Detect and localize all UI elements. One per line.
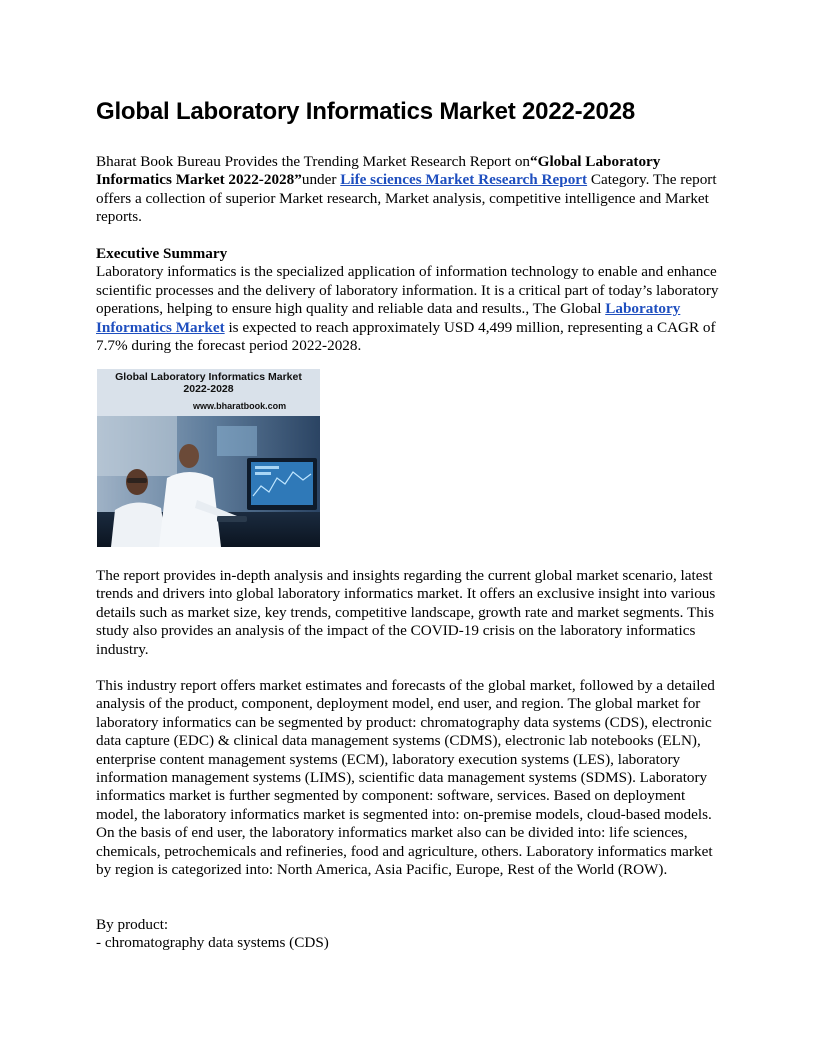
- executive-summary-text: Laboratory informatics is the specialized application of information technology to enable and enhance scientific processes and the delivery of laboratory information. It is a critical part of today’s laboratory operations, helping to ensure high quality and reliable data and results., The Global: [96, 263, 719, 318]
- cover-url: www.bharatbook.com: [193, 401, 287, 411]
- intro-paragraph: [96, 153, 722, 227]
- life-sciences-category-link[interactable]: Life sciences Market Research Report: [340, 171, 588, 189]
- executive-summary-heading: Executive Summary: [96, 245, 228, 262]
- by-product-heading: By product:: [96, 916, 169, 933]
- analysis-paragraph-text: The report provides in-depth analysis and insights regarding the current global market scenario, latest trends and drivers into global laboratory informatics market. It offers an exclusive insight into various details such as market size, key trends, competitive landscape, growth rate and market segments. This study also provides an analysis of the impact of the COVID-19 crisis on the laboratory informatics industry.: [96, 567, 716, 658]
- intro-category-text: Category. The report offers a collection of superior Market research, Market analysis, competitive intelligence and Market reports.: [96, 171, 717, 226]
- cover-title-line2: 2022-2028: [183, 383, 234, 395]
- executive-summary-section: [96, 245, 722, 355]
- segmentation-paragraph: [96, 677, 722, 879]
- by-product-item: - chromatography data systems (CDS): [96, 934, 329, 952]
- executive-summary-forecast-text: is expected to reach approximately USD 4,499 million, representing a CAGR of 7.7% during the forecast period 2022-2028.: [96, 318, 716, 355]
- cover-title: [97, 371, 320, 395]
- intro-under-text: under: [301, 171, 341, 189]
- segmentation-paragraph-text: This industry report offers market estimates and forecasts of the global market, followed by a detailed analysis of the product, component, deployment model, end user, and region. The global market for laboratory informatics can be segmented by product: chromatography data systems (CDS), electronic data capture (EDC) & clinical data management systems (CDMS), electronic lab notebooks (ELN), enterprise content management systems (ECM), laboratory execution systems (LES), laboratory information management systems (LIMS), scientific data management systems (SDMS). Laboratory informatics market is further segmented by component: software, services. Based on deployment model, the laboratory informatics market is segmented into: on-premise models, cloud-based models. On the basis of end user, the laboratory informatics market also can be divided into: life sciences, chemicals, petrochemicals and refineries, food and agriculture, others. Laboratory informatics market by region is categorized into: North America, Asia Pacific, Europe, Rest of the World (ROW).: [96, 677, 715, 879]
- report-title-bold: “Global Laboratory Informatics Market 2022-2028”: [96, 153, 661, 189]
- laboratory-scientists-photo: [97, 416, 320, 547]
- report-cover-image: [97, 369, 320, 547]
- page-title: Global Laboratory Informatics Market 2022-2028: [96, 98, 636, 125]
- laboratory-informatics-market-link[interactable]: Laboratory Informatics Market: [96, 300, 681, 336]
- analysis-paragraph: [96, 567, 722, 659]
- by-product-section: [96, 916, 722, 953]
- intro-text: Bharat Book Bureau Provides the Trending Market Research Report on: [96, 153, 531, 170]
- monitor-shape: [247, 458, 317, 510]
- cover-title-line1: Global Laboratory Informatics Market: [115, 371, 302, 383]
